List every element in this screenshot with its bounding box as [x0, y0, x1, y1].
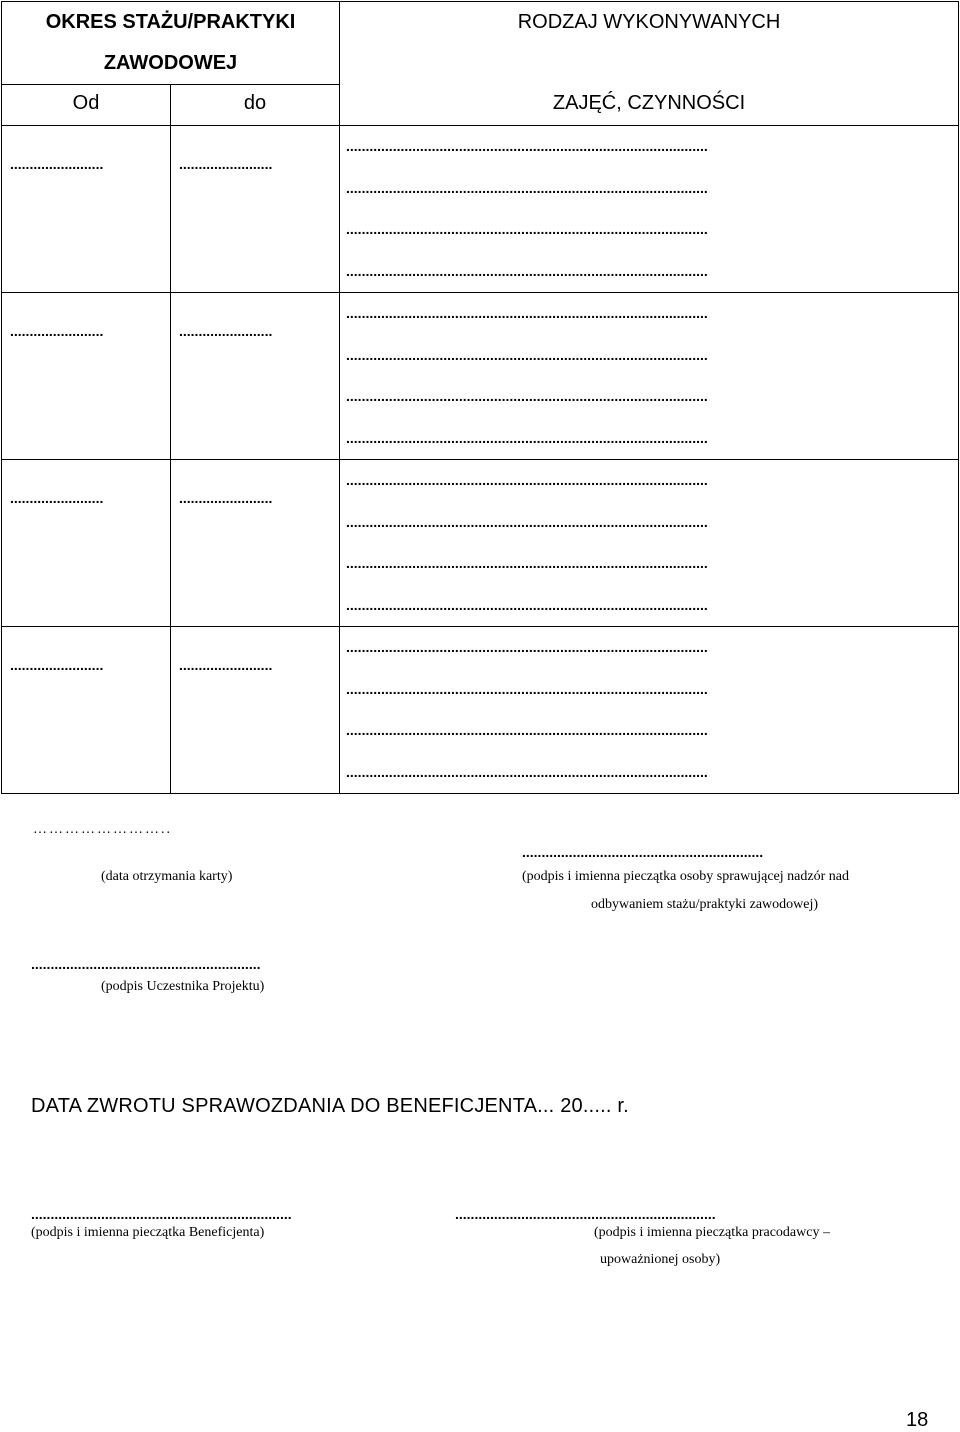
activity-dots-line: .............................................................................................: [346, 763, 708, 780]
table-row: [2, 293, 959, 460]
activity-dots-line: .............................................................................................: [346, 262, 708, 279]
activity-dots-line: .............................................................................................: [346, 680, 708, 697]
activity-dots-line: .............................................................................................: [346, 555, 708, 571]
activity-header-line2: ZAJĘĆ, CZYNNOŚCI: [552, 92, 746, 114]
return-date-line: DATA ZWROTU SPRAWOZDANIA DO BENEFICJENTA... 20..... r.: [31, 1095, 629, 1117]
to-cell[interactable]: [171, 460, 340, 627]
employer-signature-dots: ...................................................................: [455, 1206, 716, 1222]
participant-signature-dots: ...........................................................: [31, 956, 261, 972]
from-column-header: Od: [2, 85, 171, 126]
to-column-header: do: [171, 85, 340, 126]
activity-dots-line: .............................................................................................: [346, 305, 708, 321]
to-cell[interactable]: [171, 627, 340, 794]
from-cell[interactable]: [2, 460, 171, 627]
activity-dots-line: .............................................................................................: [346, 388, 708, 404]
date-received-dots: ……………………..: [33, 822, 172, 837]
participant-signature-label: (podpis Uczestnika Projektu): [101, 979, 265, 994]
to-cell[interactable]: [171, 126, 340, 293]
activity-dots-line: .............................................................................................: [346, 722, 708, 738]
from-cell[interactable]: [2, 293, 171, 460]
activity-cell[interactable]: [340, 293, 959, 460]
table-row: [2, 460, 959, 627]
table-row: [2, 627, 959, 794]
page-number: 18: [906, 1409, 929, 1431]
beneficiary-signature-label: (podpis i imienna pieczątka Beneficjenta): [31, 1225, 265, 1240]
to-dots: ........................: [179, 156, 273, 172]
to-dots: ........................: [179, 490, 273, 506]
period-header-line1: OKRES STAŻU/PRAKTYKI: [45, 11, 296, 33]
activity-cell[interactable]: [340, 627, 959, 794]
from-dots: ........................: [10, 323, 104, 339]
activity-dots-line: .............................................................................................: [346, 346, 708, 363]
to-dots: ........................: [179, 323, 273, 339]
activity-dots-line: .............................................................................................: [346, 429, 708, 446]
supervisor-signature-label-line2: odbywaniem stażu/praktyki zawodowej): [591, 897, 819, 912]
from-cell[interactable]: [2, 627, 171, 794]
period-header: [2, 2, 340, 85]
activity-dots-line: .............................................................................................: [346, 472, 708, 488]
to-cell[interactable]: [171, 293, 340, 460]
employer-signature-label-line1: (podpis i imienna pieczątka pracodawcy –: [594, 1225, 830, 1240]
activity-dots-line: .............................................................................................: [346, 596, 708, 613]
activity-cell[interactable]: [340, 460, 959, 627]
activity-header-line1: RODZAJ WYKONYWANYCH: [517, 11, 781, 33]
from-dots: ........................: [10, 156, 104, 172]
from-dots: ........................: [10, 657, 104, 673]
employer-signature-label-line2: upoważnionej osoby): [600, 1252, 721, 1267]
activity-dots-line: .............................................................................................: [346, 179, 708, 196]
from-dots: ........................: [10, 490, 104, 506]
activity-cell[interactable]: [340, 126, 959, 293]
to-dots: ........................: [179, 657, 273, 673]
internship-activity-table: [1, 1, 959, 794]
supervisor-signature-dots: ..............................................................: [522, 844, 764, 860]
activity-header: [340, 2, 959, 126]
activity-dots-line: .............................................................................................: [346, 639, 708, 655]
supervisor-signature-label-line1: (podpis i imienna pieczątka osoby sprawującej nadzór nad: [522, 869, 849, 884]
activity-dots-line: .............................................................................................: [346, 513, 708, 530]
table-row: [2, 126, 959, 293]
activity-dots-line: .............................................................................................: [346, 221, 708, 237]
activity-dots-line: .............................................................................................: [346, 138, 708, 154]
period-header-line2: ZAWODOWEJ: [103, 52, 238, 74]
date-received-label: (data otrzymania karty): [101, 869, 233, 884]
from-cell[interactable]: [2, 126, 171, 293]
beneficiary-signature-dots: ...................................................................: [31, 1206, 292, 1222]
